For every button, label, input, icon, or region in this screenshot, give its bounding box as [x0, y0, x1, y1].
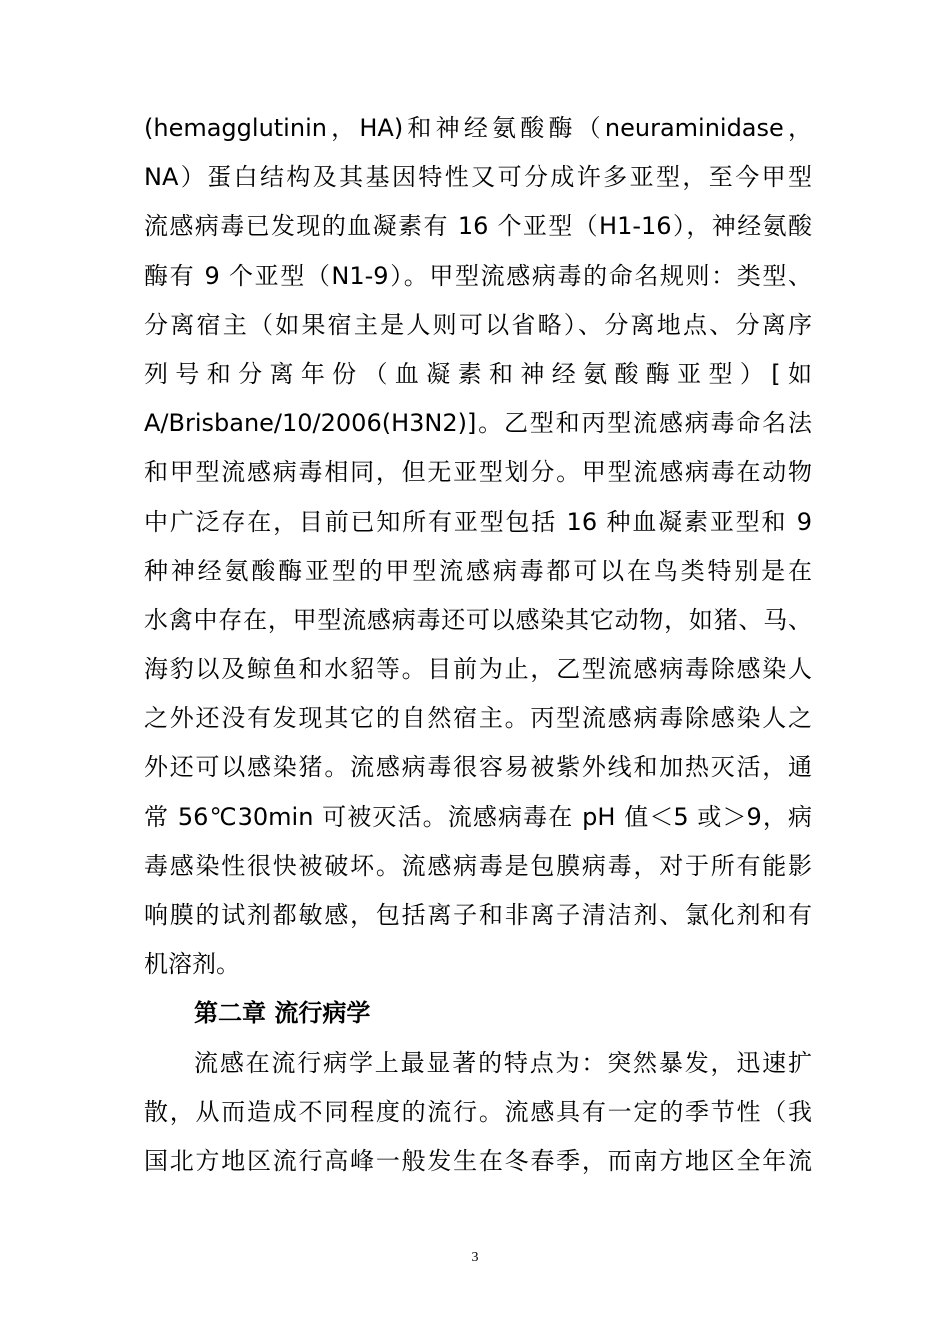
page-number: 3	[471, 1250, 479, 1265]
chapter-heading: 第二章 流行病学	[194, 999, 371, 1028]
text-line: 毒感染性很快被破坏。流感病毒是包膜病毒，对于所有能影	[144, 851, 812, 880]
text-line: 机溶剂。	[144, 950, 240, 979]
text-line: 酶有 9 个亚型（N1-9）。甲型流感病毒的命名规则：类型、	[144, 261, 812, 290]
text-line: NA）蛋白结构及其基因特性又可分成许多亚型，至今甲型	[144, 163, 812, 192]
text-line: 中广泛存在，目前已知所有亚型包括 16 种血凝素亚型和 9	[144, 507, 812, 536]
text-line: 响膜的试剂都敏感，包括离子和非离子清洁剂、氯化剂和有	[144, 901, 812, 929]
text-line: 列号和分离年份（血凝素和神经氨酸酶亚型）[如	[144, 359, 812, 388]
text-line: 分离宿主（如果宿主是人则可以省略）、分离地点、分离序	[144, 310, 812, 339]
text-line: 外还可以感染猪。流感病毒很容易被紫外线和加热灭活，通	[144, 753, 812, 782]
text-line: 水禽中存在，甲型流感病毒还可以感染其它动物，如猪、马、	[144, 605, 812, 634]
document-body	[144, 104, 812, 1186]
text-line: 流感病毒已发现的血凝素有 16 个亚型（H1-16），神经氨酸	[144, 212, 812, 241]
text-line: A/Brisbane/10/2006(H3N2)]。乙型和丙型流感病毒命名法	[144, 409, 812, 438]
text-line: 之外还没有发现其它的自然宿主。丙型流感病毒除感染人之	[144, 704, 812, 733]
text-line: 海豹以及鲸鱼和水貂等。目前为止，乙型流感病毒除感染人	[144, 655, 812, 684]
text-line: 散，从而造成不同程度的流行。流感具有一定的季节性（我	[144, 1097, 812, 1126]
text-line: 种神经氨酸酶亚型的甲型流感病毒都可以在鸟类特别是在	[144, 556, 812, 585]
text-line: 和甲型流感病毒相同，但无亚型划分。甲型流感病毒在动物	[144, 458, 812, 487]
text-line: 国北方地区流行高峰一般发生在冬春季，而南方地区全年流	[144, 1146, 812, 1175]
text-line: 常 56℃30min 可被灭活。流感病毒在 pH 值＜5 或＞9，病	[144, 802, 812, 831]
text-line: (hemagglutinin，HA)和神经氨酸酶（neuraminidase，	[144, 114, 812, 142]
text-line: 流感在流行病学上最显著的特点为：突然暴发，迅速扩	[194, 1048, 812, 1077]
